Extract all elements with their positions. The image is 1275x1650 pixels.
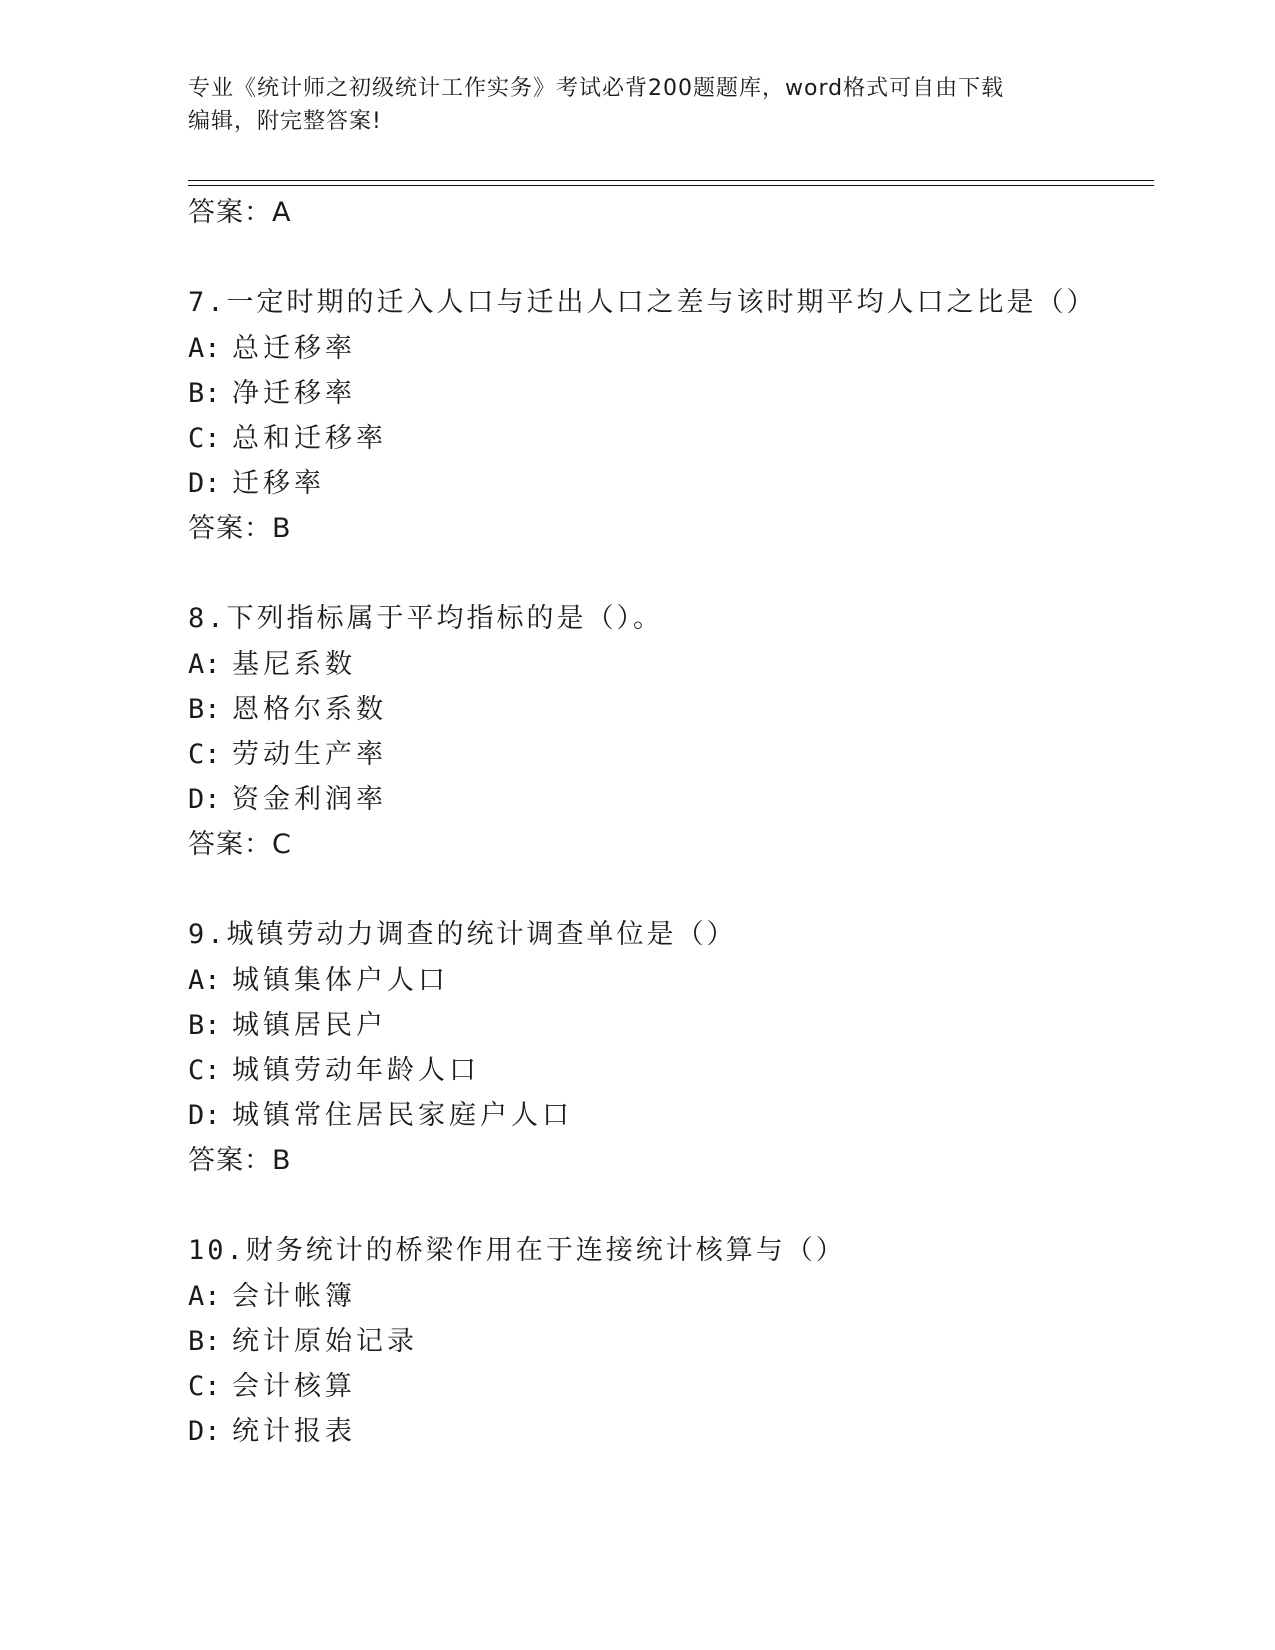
question-text: 9.城镇劳动力调查的统计调查单位是（） [188, 919, 737, 950]
option-key: C: [188, 423, 221, 454]
option-text: 城镇劳动年龄人口 [232, 1055, 480, 1086]
option-b [188, 371, 1148, 416]
answer-line: 答案：B [188, 1145, 292, 1176]
answer-line: 答案：A [188, 197, 292, 228]
question-block [188, 912, 1148, 1184]
option-a [188, 642, 1148, 687]
option-c [188, 416, 1148, 461]
option-c [188, 1364, 1148, 1409]
header-line-2: 编辑，附完整答案! [188, 109, 382, 134]
option-c [188, 732, 1148, 777]
option-a [188, 1274, 1148, 1319]
option-key: A: [188, 649, 221, 680]
option-key: D: [188, 1416, 221, 1447]
option-text: 会计核算 [232, 1371, 356, 1402]
option-key: A: [188, 965, 221, 996]
option-text: 城镇居民户 [232, 1010, 387, 1041]
option-d [188, 1409, 1148, 1454]
option-d [188, 777, 1148, 822]
option-key: C: [188, 1055, 221, 1086]
option-key: B: [188, 378, 221, 409]
option-key: C: [188, 739, 221, 770]
question-text: 10.财务统计的桥梁作用在于连接统计核算与（） [188, 1235, 846, 1266]
option-text: 恩格尔系数 [232, 694, 387, 725]
question-list [188, 190, 1148, 1454]
option-key: A: [188, 333, 221, 364]
option-a [188, 958, 1148, 1003]
option-d [188, 1093, 1148, 1138]
answer-line: 答案：C [188, 829, 292, 860]
option-key: D: [188, 468, 221, 499]
question-block [188, 596, 1148, 868]
option-a [188, 326, 1148, 371]
option-text: 会计帐簿 [232, 1281, 356, 1312]
header-double-rule [188, 180, 1154, 186]
option-key: B: [188, 1010, 221, 1041]
question-block [188, 1228, 1148, 1454]
option-key: D: [188, 784, 221, 815]
option-b [188, 1319, 1148, 1364]
option-c [188, 1048, 1148, 1093]
document-header [188, 72, 1068, 138]
option-text: 城镇集体户人口 [232, 965, 449, 996]
option-key: A: [188, 1281, 221, 1312]
option-text: 迁移率 [232, 468, 325, 499]
question-text: 8.下列指标属于平均指标的是（）。 [188, 603, 664, 634]
option-text: 统计报表 [232, 1416, 356, 1447]
option-b [188, 1003, 1148, 1048]
option-key: B: [188, 694, 221, 725]
option-text: 总迁移率 [232, 333, 356, 364]
option-text: 城镇常住居民家庭户人口 [232, 1100, 573, 1131]
option-text: 统计原始记录 [232, 1326, 418, 1357]
question-text: 7.一定时期的迁入人口与迁出人口之差与该时期平均人口之比是（） [188, 287, 1097, 318]
option-key: D: [188, 1100, 221, 1131]
option-text: 净迁移率 [232, 378, 356, 409]
option-text: 基尼系数 [232, 649, 356, 680]
option-b [188, 687, 1148, 732]
option-text: 劳动生产率 [232, 739, 387, 770]
option-key: B: [188, 1326, 221, 1357]
option-key: C: [188, 1371, 221, 1402]
option-text: 资金利润率 [232, 784, 387, 815]
answer-line: 答案：B [188, 513, 292, 544]
option-text: 总和迁移率 [232, 423, 387, 454]
header-line-1: 专业《统计师之初级统计工作实务》考试必背200题题库，word格式可自由下载 [188, 76, 1005, 101]
option-d [188, 461, 1148, 506]
question-block [188, 280, 1148, 552]
